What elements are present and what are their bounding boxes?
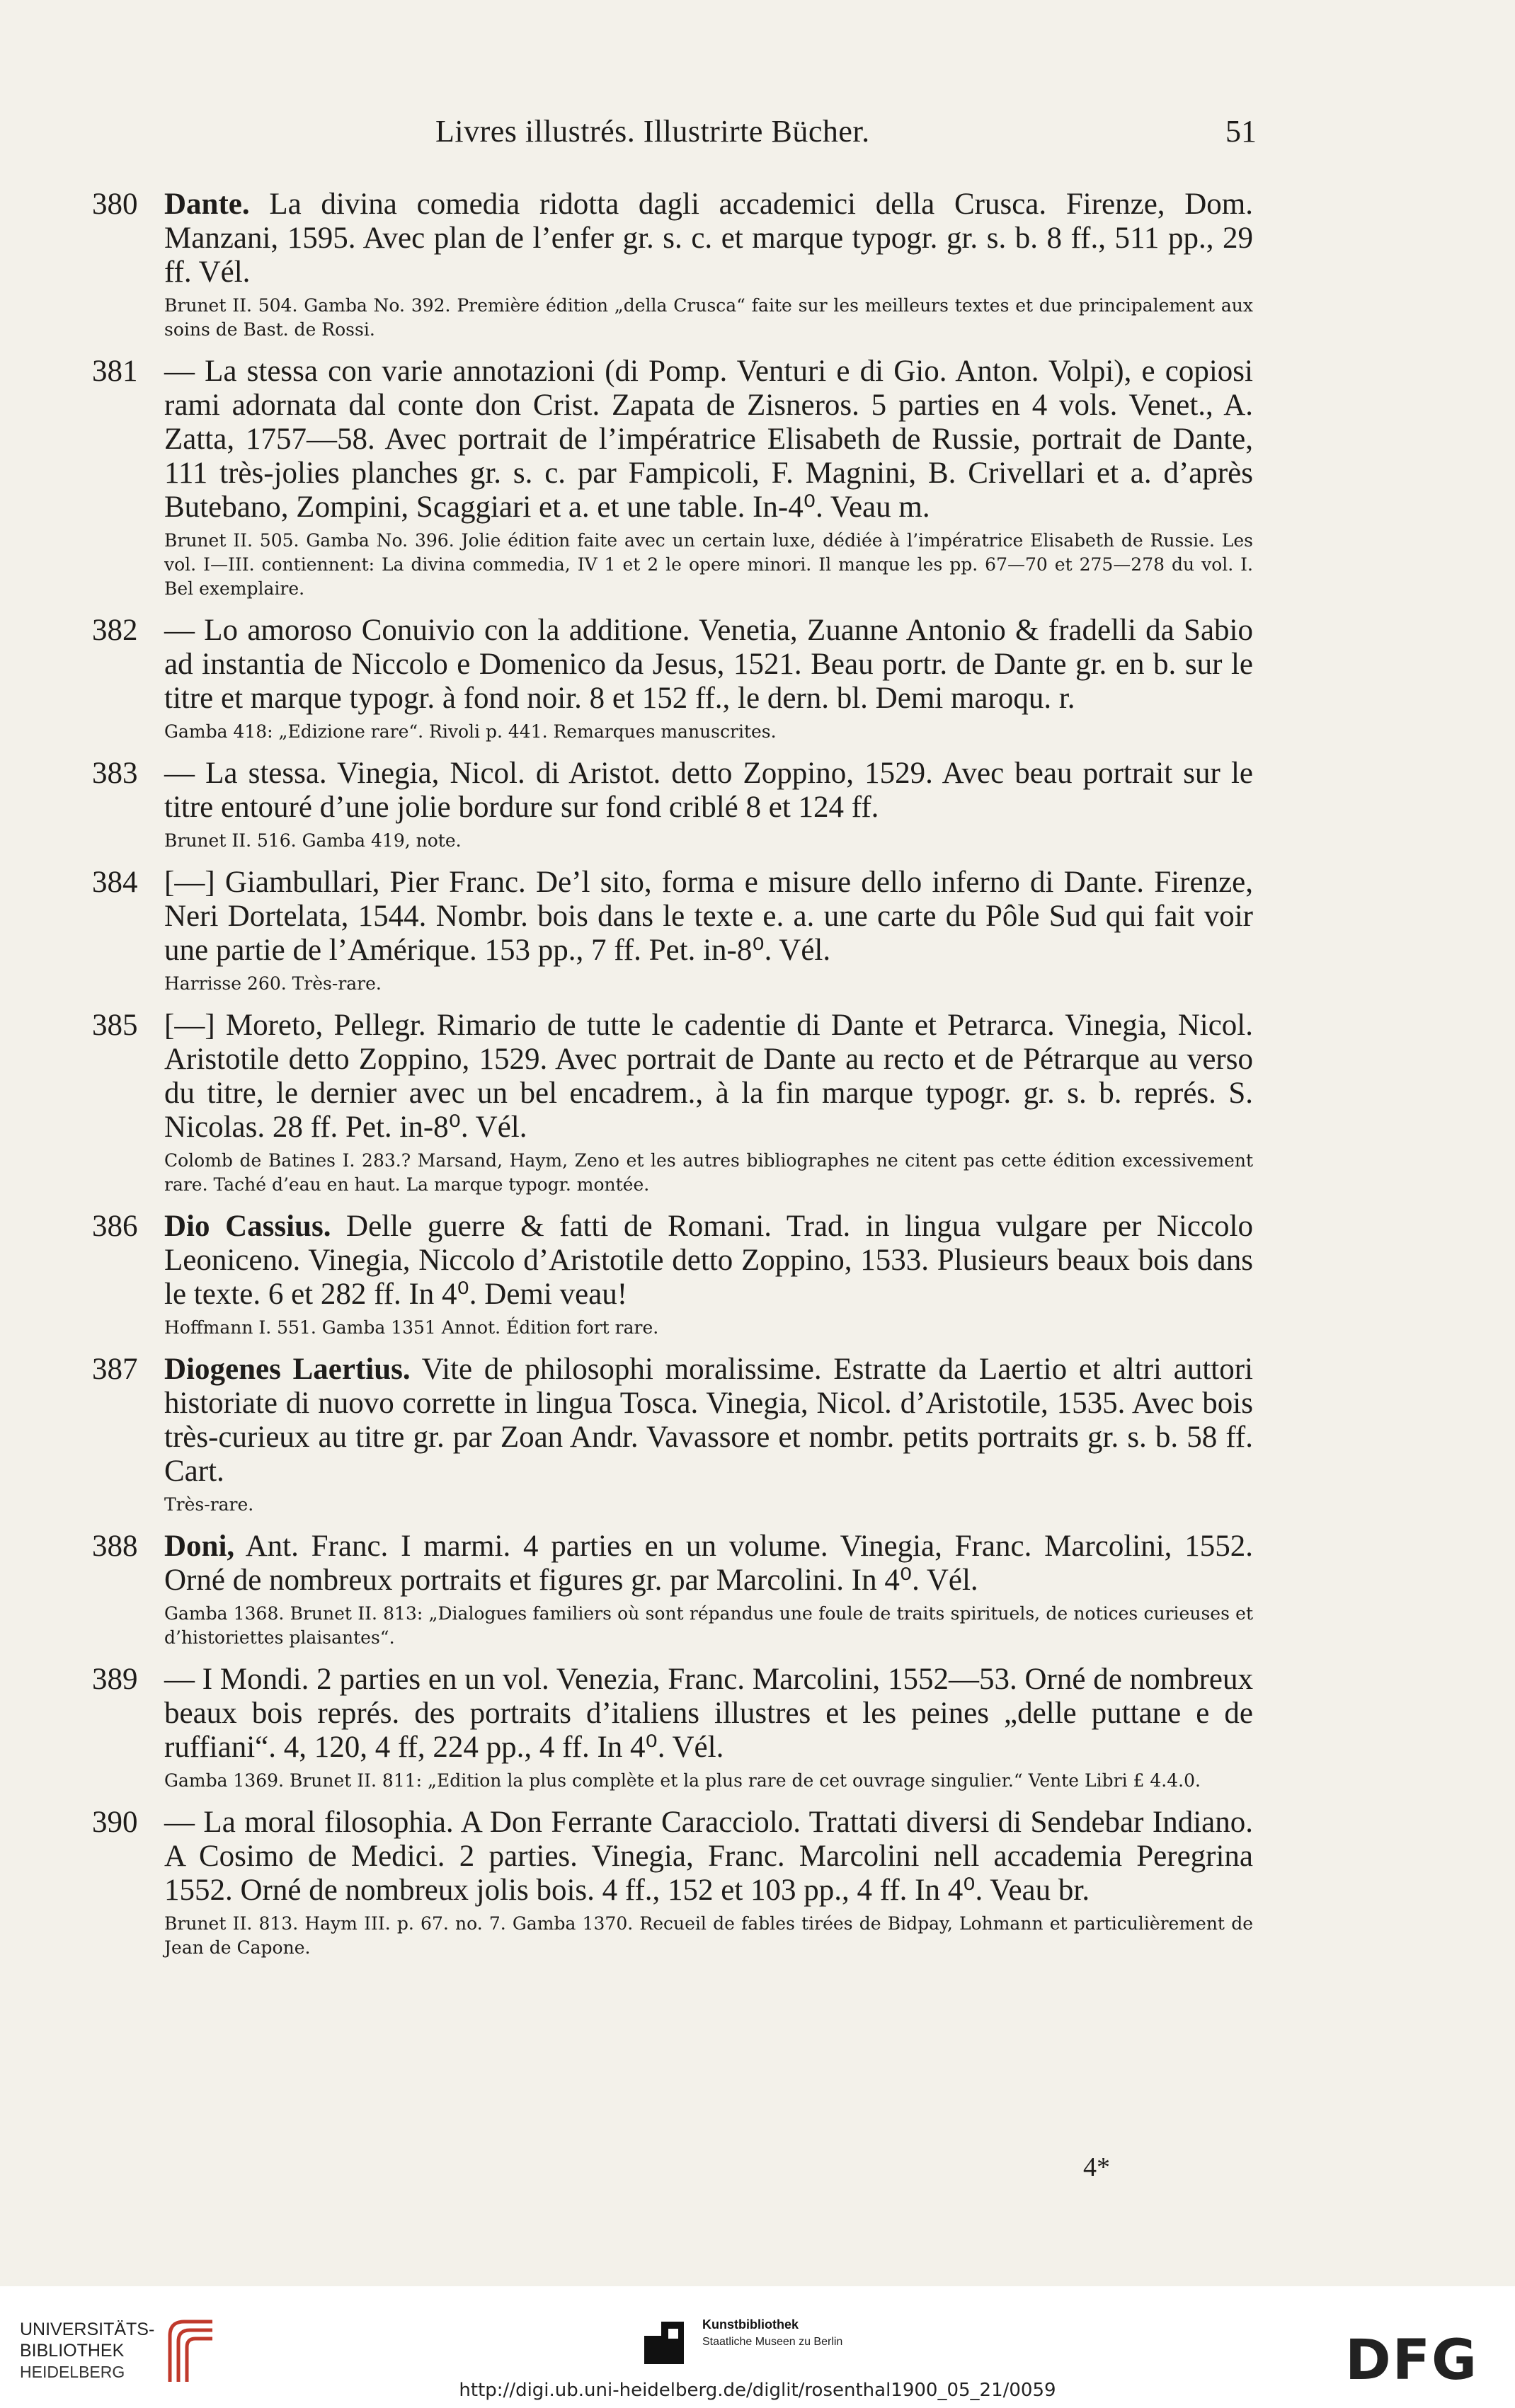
entry-note: Brunet II. 813. Haym III. p. 67. no. 7. Gamba 1370. Recueil de fables tirées de Bidpay, Lohmann et particulièrement de Jean de Capone. [164, 1913, 1253, 1958]
entry-heading: Dante. [164, 188, 250, 221]
entry-number: 381 [92, 355, 138, 388]
entry-note: Très-rare. [164, 1494, 254, 1515]
running-head [163, 113, 1257, 156]
catalogue-entries [92, 188, 1253, 1973]
entry-number: 390 [92, 1806, 138, 1839]
catalogue-entry [92, 355, 1253, 601]
kunstbibliothek-logo[interactable] [644, 2317, 899, 2374]
signature-mark: 4* [1083, 2152, 1110, 2182]
entry-number: 383 [92, 757, 138, 790]
entry-text: — La stessa. Vinegia, Nicol. di Aristot. detto Zoppino, 1529. Avec beau portrait sur le titre entouré d’une jolie bordure sur fond criblé 8 et 124 ff. [164, 757, 1253, 824]
catalogue-entry [92, 1353, 1253, 1517]
entry-text: — La stessa con varie annotazioni (di Pomp. Venturi e di Gio. Anton. Volpi), e copiosi rami adornata dal conte don Crist. Zapata de Zisneros. 5 parties en 4 vols. Venet., A. Zatta, 1757—58. Avec portrait de l’impératrice Elisabeth de Russie, portrait de Dante, 111 très-jolies planches gr. s. c. par Fampicoli, F. Magnini, B. Crivellari et a. d’après Butebano, Zompini, Scaggiari et a. et une table. In-4⁰. Veau m. [164, 355, 1253, 524]
entry-description [164, 757, 1253, 825]
entry-text: — I Mondi. 2 parties en un vol. Venezia, Franc. Marcolini, 1552—53. Orné de nombreux beaux bois représ. des portraits d’italiens illustres et les peines „delle puttane e de ruffiani“. 4, 120, 4 ff, 224 pp., 4 ff. In 4⁰. Vél. [164, 1663, 1253, 1764]
entry-description [164, 1210, 1253, 1312]
entry-number: 384 [92, 866, 138, 899]
entry-note: Gamba 418: „Edizione rare“. Rivoli p. 441. Remarques manuscrites. [164, 721, 777, 742]
entry-number: 389 [92, 1663, 138, 1696]
entry-description [164, 1009, 1253, 1145]
catalogue-entry [92, 1530, 1253, 1650]
entry-description [164, 355, 1253, 524]
entry-number: 380 [92, 188, 138, 221]
entry-description [164, 188, 1253, 289]
entry-number: 385 [92, 1009, 138, 1042]
entry-description [164, 1530, 1253, 1598]
entry-number: 388 [92, 1530, 138, 1563]
viewer-footer [0, 2286, 1515, 2408]
entry-note: Gamba 1368. Brunet II. 813: „Dialogues familiers où sont répandus une foule de traits spirituels, de notices curieuses et d’historiettes plaisantes“. [164, 1603, 1253, 1648]
entry-note: Brunet II. 504. Gamba No. 392. Première édition „della Crusca“ faite sur les meilleurs textes et due principalement aux soins de Bast. de Rossi. [164, 295, 1253, 340]
entry-heading: Diogenes Laertius. [164, 1353, 411, 1386]
kb-logo-line1: Kunstbibliothek [702, 2317, 799, 2332]
entry-number: 382 [92, 614, 138, 647]
catalogue-entry [92, 1806, 1253, 1960]
catalogue-entry [92, 866, 1253, 996]
entry-text: Delle guerre & fatti de Romani. Trad. in lingua vulgare per Niccolo Leoniceno. Vinegia, Niccolo d’Aristotile detto Zoppino, 1533. Plusieurs beaux bois dans le texte. 6 et 282 ff. In 4⁰. Demi veau! [164, 1210, 1253, 1311]
entry-note: Brunet II. 505. Gamba No. 396. Jolie édition faite avec un certain luxe, dédiée à l’impératrice Elisabeth de Russie. Les vol. I—III. contiennent: La divina commedia, IV 1 et 2 le opere minori. Il manque les pp. 67—70 et 275—278 du vol. I. Bel exemplaire. [164, 530, 1253, 599]
entry-heading: Doni, [164, 1530, 235, 1563]
entry-description [164, 1663, 1253, 1765]
entry-heading: Dio Cassius. [164, 1210, 331, 1243]
kunstbibliothek-mark-icon [644, 2322, 690, 2364]
entry-note: Harrisse 260. Très-rare. [164, 973, 382, 994]
entry-number: 387 [92, 1353, 138, 1386]
catalogue-entry [92, 1009, 1253, 1197]
heidelberg-mark-icon [156, 2315, 227, 2385]
entry-text: — La moral filosophia. A Don Ferrante Caracciolo. Trattati diversi di Sendebar Indiano. A Cosimo de Medici. 2 parties. Vinegia, Franc. Marcolini nell accademia Peregrina 1552. Orné de nombreux jolis bois. 4 ff., 152 et 103 pp., 4 ff. In 4⁰. Veau br. [164, 1806, 1253, 1907]
entry-text: — Lo amoroso Conuivio con la additione. Venetia, Zuanne Antonio & fradelli da Sabio ad instantia de Niccolo e Domenico da Jesus, 1521. Beau portr. de Dante gr. en b. sur le titre et marque typogr. à fond noir. 8 et 152 ff., le dern. bl. Demi maroqu. r. [164, 614, 1253, 715]
entry-description [164, 1353, 1253, 1489]
entry-text: La divina comedia ridotta dagli accademici della Crusca. Firenze, Dom. Manzani, 1595. Avec plan de l’enfer gr. s. c. et marque typogr. gr. s. b. 8 ff., 511 pp., 29 ff. Vél. [164, 188, 1253, 289]
entry-description [164, 614, 1253, 716]
entry-description [164, 866, 1253, 968]
kb-logo-line2: Staatliche Museen zu Berlin [702, 2336, 843, 2348]
catalogue-entry [92, 614, 1253, 744]
uni-logo-line3: HEIDELBERG [20, 2363, 125, 2381]
entry-note: Colomb de Batines I. 283.? Marsand, Haym, Zeno et les autres bibliographes ne citent pas cette édition excessivement rare. Taché d’eau en haut. La marque typogr. montée. [164, 1150, 1253, 1195]
entry-text: [—] Moreto, Pellegr. Rimario de tutte le cadentie di Dante et Petrarca. Vinegia, Nicol. Aristotile detto Zoppino, 1529. Avec portrait de Dante au recto et de Pétrarque au verso du titre, le dernier avec un bel encadrem., à la fin marque typogr. gr. s. b. représ. S. Nicolas. 28 ff. Pet. in-8⁰. Vél. [164, 1009, 1253, 1144]
entry-note: Hoffmann I. 551. Gamba 1351 Annot. Édition fort rare. [164, 1317, 659, 1338]
entry-text: Ant. Franc. I marmi. 4 parties en un volume. Vinegia, Franc. Marcolini, 1552. Orné de nombreux portraits et figures gr. par Marcolini. In 4⁰. Vél. [164, 1530, 1253, 1597]
catalogue-entry [92, 1663, 1253, 1793]
entry-note: Gamba 1369. Brunet II. 811: „Edition la plus complète et la plus rare de cet ouvrage singulier.“ Vente Libri £ 4.4.0. [164, 1770, 1201, 1791]
dfg-logo[interactable]: DFG [1345, 2329, 1479, 2392]
uni-logo-line2: BIBLIOTHEK [20, 2341, 125, 2361]
catalogue-entry [92, 188, 1253, 342]
permalink-url[interactable]: http://digi.ub.uni-heidelberg.de/diglit/rosenthal1900_05_21/0059 [459, 2380, 1056, 2401]
page-number: 51 [1225, 114, 1257, 149]
entry-number: 386 [92, 1210, 138, 1243]
catalogue-entry [92, 1210, 1253, 1340]
entry-description [164, 1806, 1253, 1908]
catalogue-entry [92, 757, 1253, 853]
uni-logo-line1: UNIVERSITÄTS- [20, 2320, 155, 2339]
running-title: Livres illustrés. Illustrirte Bücher. [435, 114, 870, 149]
entry-note: Brunet II. 516. Gamba 419, note. [164, 830, 462, 851]
entry-text: Vite de philosophi moralissime. Estratte da Laertio et altri auttori historiate di nuovo corrette in lingua Tosca. Vinegia, Nicol. d’Aristotile, 1535. Avec bois très-curieux au titre gr. par Zoan Andr. Vavassore et nombr. petits portraits gr. s. b. 58 ff. Cart. [164, 1353, 1253, 1488]
entry-text: [—] Giambullari, Pier Franc. De’l sito, forma e misure dello inferno di Dante. Firenze, Neri Dortelata, 1544. Nombr. bois dans le texte e. a. une carte du Pôle Sud qui fait voir une partie de l’Amérique. 153 pp., 7 ff. Pet. in-8⁰. Vél. [164, 866, 1253, 967]
